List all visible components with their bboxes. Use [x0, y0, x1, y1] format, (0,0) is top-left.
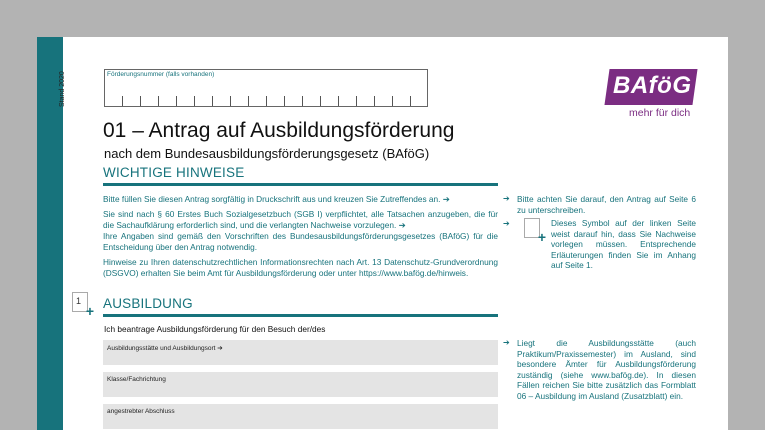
side-note-ausland: Liegt die Ausbildungsstätte (auch Praktikum/Praxissemester) im Ausland, sind besondere Ämter für Ausbildungsförderung zuständig (siehe www.bafög.de). In diesen Fällen reichen Sie bitte zusätzlich das Formblatt 06 – Ausbildung im Ausland (Zusatzblatt) ein.: [517, 338, 696, 401]
arrow-right-icon: ➔: [503, 194, 510, 203]
digit-separator: [230, 96, 231, 106]
abschluss-field[interactable]: [103, 404, 498, 429]
arrow-right-icon: ➔: [503, 219, 510, 228]
ausbildung-rule: [103, 314, 498, 317]
hinweis-paragraph-4: Hinweise zu Ihren datenschutzrechtlichen Informationsrechten nach Art. 13 Datenschutz-Grundverordnung (DSGVO) erhalten Sie beim Amt für Ausbildungsförderung oder unter https://www.bafög.de/hinweis.: [103, 257, 498, 278]
digit-separator: [410, 96, 411, 106]
field-label: Klasse/Fachrichtung: [107, 376, 166, 383]
side-note-signature: Bitte achten Sie darauf, den Antrag auf Seite 6 zu unterschreiben.: [517, 194, 696, 215]
klasse-fachrichtung-field[interactable]: [103, 372, 498, 397]
document-plus-icon: 1 +: [72, 292, 88, 312]
ausbildung-heading: AUSBILDUNG: [103, 296, 193, 311]
digit-separator: [284, 96, 285, 106]
side-note-symbol: Dieses Symbol auf der linken Seite weist darauf hin, dass Sie Nachweise vorlegen müssen. Entsprechende Erläuterungen finden Sie im Anhang auf Seite 1.: [551, 218, 696, 271]
foerderungsnummer-label: Förderungsnummer (falls vorhanden): [107, 71, 215, 78]
digit-separator: [248, 96, 249, 106]
hinweise-rule: [103, 183, 498, 186]
digit-separator: [320, 96, 321, 106]
page-title: 01 – Antrag auf Ausbildungsförderung: [103, 119, 455, 142]
page-subtitle: nach dem Bundesausbildungsförderungsgesetz (BAföG): [104, 146, 430, 161]
field-label: Ausbildungsstätte und Ausbildungsort ➔: [107, 345, 223, 352]
stand-label: Stand 2020: [59, 71, 66, 107]
digit-separator: [302, 96, 303, 106]
logo-tagline: mehr für dich: [629, 107, 691, 119]
hinweis-paragraph-1: Bitte füllen Sie diesen Antrag sorgfältig in Druckschrift aus und kreuzen Sie Zutreffendes an. ➔: [103, 194, 450, 204]
ausbildungsstaette-field[interactable]: [103, 340, 498, 365]
digit-separator: [158, 96, 159, 106]
digit-separator: [338, 96, 339, 106]
digit-separator: [122, 96, 123, 106]
digit-separator: [194, 96, 195, 106]
arrow-right-icon: ➔: [503, 338, 510, 347]
digit-separator: [356, 96, 357, 106]
ausbildung-intro: Ich beantrage Ausbildungsförderung für den Besuch der/des: [104, 324, 326, 334]
form-page: [37, 37, 728, 430]
digit-separator: [266, 96, 267, 106]
logo-text: BAföG: [613, 72, 692, 99]
digit-separator: [140, 96, 141, 106]
field-label: angestrebter Abschluss: [107, 408, 175, 415]
digit-separator: [212, 96, 213, 106]
hinweis-paragraph-2: Sie sind nach § 60 Erstes Buch Sozialgesetzbuch (SGB I) verpflichtet, alle Tatsachen anzugeben, die für die Sachaufklärung erforderlich sind, und die verlangten Nachweise vorzulegen. ➔: [103, 209, 498, 230]
digit-separator: [176, 96, 177, 106]
hinweis-paragraph-3: Ihre Angaben sind gemäß den Vorschriften des Bundesausbildungsförderungsgesetzes (BAföG) für die Entscheidung über den Antrag notwendig.: [103, 231, 498, 252]
digit-separator: [374, 96, 375, 106]
section-number: 1: [76, 296, 82, 306]
hinweise-heading: WICHTIGE HINWEISE: [103, 165, 245, 180]
document-plus-icon: +: [524, 218, 540, 238]
digit-separator: [392, 96, 393, 106]
